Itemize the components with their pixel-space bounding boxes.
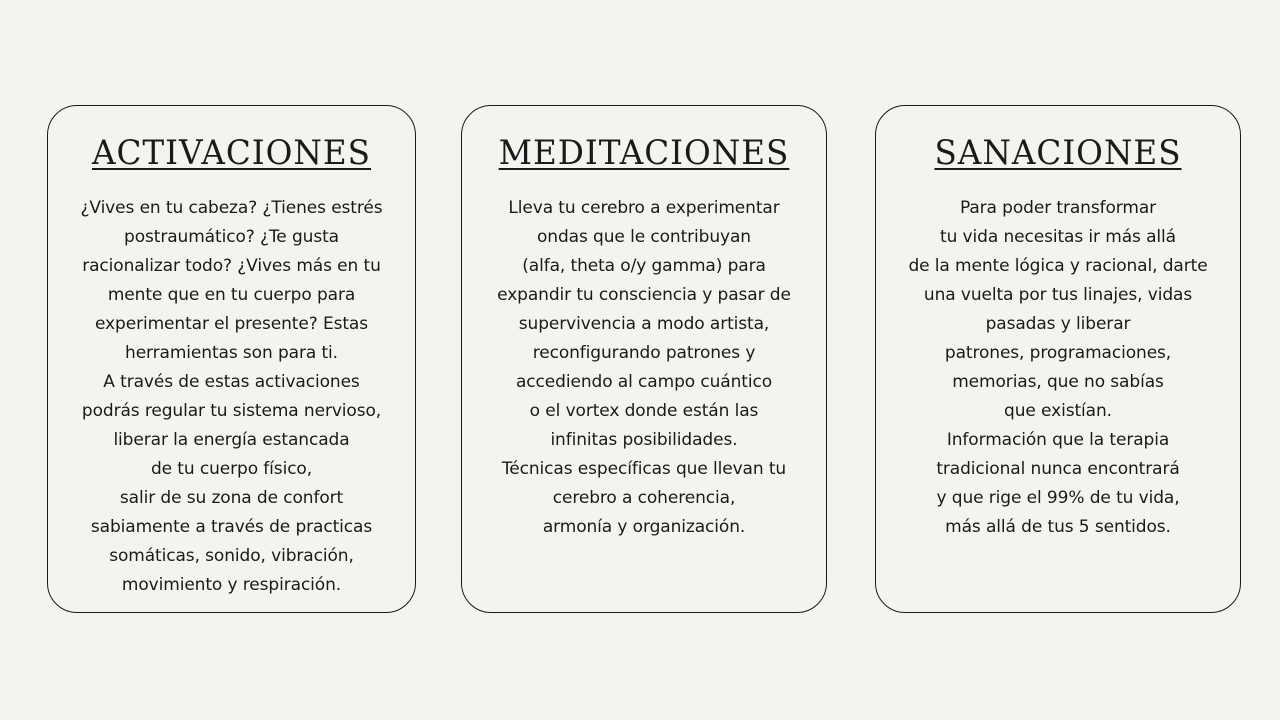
description-line: A través de estas activaciones xyxy=(103,372,360,392)
description-line: de la mente lógica y racional, darte xyxy=(908,256,1208,276)
card-title xyxy=(55,133,407,173)
description-line: ondas que le contribuyan xyxy=(537,227,751,247)
description-line: ¿Vives en tu cabeza? ¿Tienes estrés xyxy=(80,198,383,218)
card-sanaciones xyxy=(875,105,1241,613)
description-line: sabiamente a través de practicas xyxy=(90,517,373,537)
description-line: tradicional nunca encontrará xyxy=(936,459,1180,479)
description-line: que existían. xyxy=(1004,401,1112,421)
description-line: o el vortex donde están las xyxy=(529,401,759,421)
description-line: cerebro a coherencia, xyxy=(552,488,736,508)
description-line: infinitas posibilidades. xyxy=(550,430,738,450)
card-description xyxy=(48,194,415,600)
description-line: postraumático? ¿Te gusta xyxy=(124,227,339,247)
description-line: experimentar el presente? Estas xyxy=(95,314,368,334)
description-line: accediendo al campo cuántico xyxy=(515,372,773,392)
description-line: somáticas, sonido, vibración, xyxy=(109,546,354,566)
description-line: tu vida necesitas ir más allá xyxy=(940,227,1176,247)
card-meditaciones xyxy=(461,105,827,613)
description-line: armonía y organización. xyxy=(542,517,746,537)
description-line: herramientas son para ti. xyxy=(125,343,338,363)
card-description xyxy=(876,194,1240,542)
description-line: (alfa, theta o/y gamma) para xyxy=(522,256,766,276)
description-line: Para poder transformar xyxy=(959,198,1157,218)
description-line: movimiento y respiración. xyxy=(121,575,342,595)
description-line: Técnicas específicas que llevan tu xyxy=(501,459,787,479)
description-line: mente que en tu cuerpo para xyxy=(107,285,356,305)
description-line: memorias, que no sabías xyxy=(952,372,1164,392)
description-line: pasadas y liberar xyxy=(985,314,1131,334)
description-line: y que rige el 99% de tu vida, xyxy=(936,488,1180,508)
description-line: podrás regular tu sistema nervioso, xyxy=(81,401,382,421)
description-line: racionalizar todo? ¿Vives más en tu xyxy=(82,256,381,276)
description-line: supervivencia a modo artista, xyxy=(518,314,770,334)
card-description xyxy=(462,194,826,542)
card-title-text: MEDITACIONES xyxy=(498,133,790,173)
card-title-text: SANACIONES xyxy=(934,133,1182,173)
description-line: patrones, programaciones, xyxy=(944,343,1172,363)
card-title xyxy=(883,133,1232,173)
description-line: salir de su zona de confort xyxy=(119,488,344,508)
description-line: expandir tu consciencia y pasar de xyxy=(497,285,791,305)
card-activaciones xyxy=(47,105,416,613)
description-line: de tu cuerpo físico, xyxy=(150,459,313,479)
description-line: una vuelta por tus linajes, vidas xyxy=(923,285,1193,305)
description-line: Lleva tu cerebro a experimentar xyxy=(508,198,780,218)
description-line: reconfigurando patrones y xyxy=(532,343,756,363)
description-line: liberar la energía estancada xyxy=(113,430,350,450)
description-line: más allá de tus 5 sentidos. xyxy=(945,517,1171,537)
card-title-text: ACTIVACIONES xyxy=(91,133,372,173)
card-title xyxy=(469,133,818,173)
description-line: Información que la terapia xyxy=(946,430,1170,450)
